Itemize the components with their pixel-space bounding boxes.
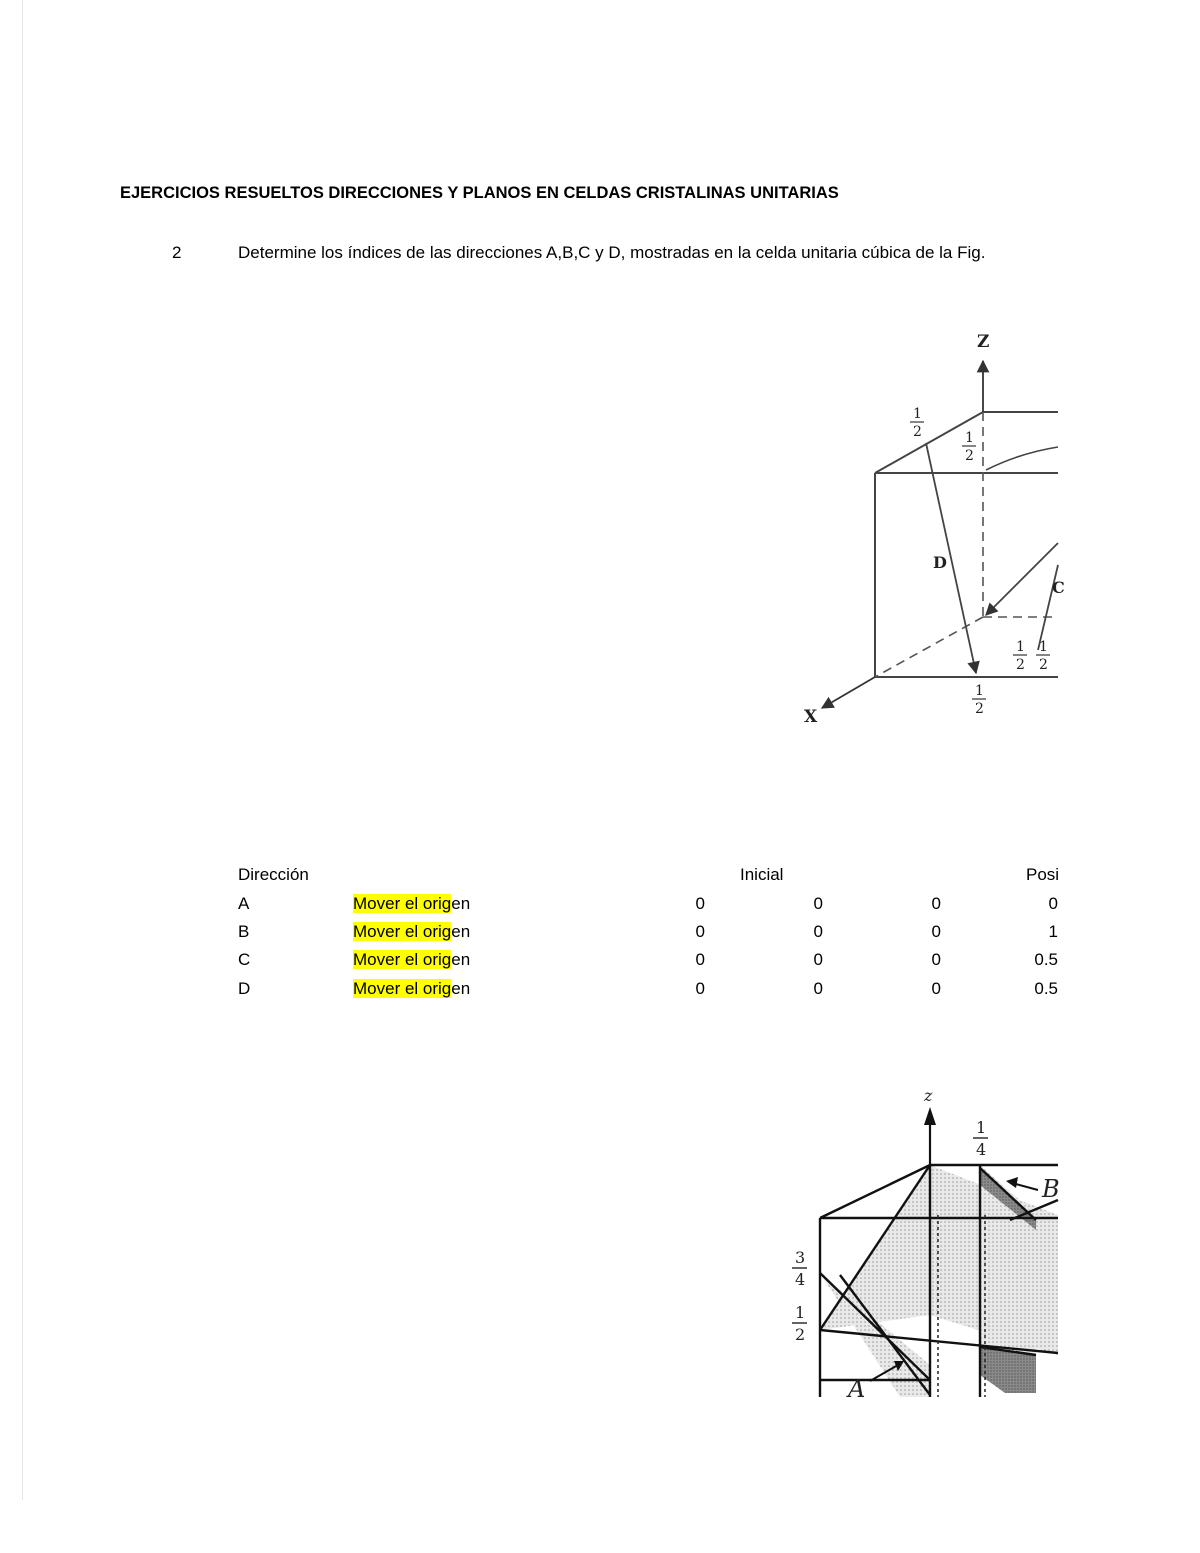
- direction-curve-top: [986, 447, 1058, 470]
- row-move-origin-rest: en: [451, 894, 471, 913]
- x-axis-label: X: [804, 707, 818, 727]
- svg-text:1: 1: [965, 430, 974, 446]
- row-move-origin: [353, 950, 470, 970]
- fraction-top-left: [910, 406, 924, 440]
- initial-x: 0: [695, 950, 705, 969]
- row-move-origin-rest: en: [451, 979, 471, 998]
- svg-text:3: 3: [795, 1248, 806, 1267]
- z-axis-label: Z: [977, 332, 990, 352]
- initial-z: 0: [931, 950, 941, 969]
- plane-b-label: B: [1042, 1175, 1060, 1203]
- plane-b-pointer-head: [1006, 1177, 1018, 1188]
- fraction-bottom-center: [972, 683, 986, 717]
- row-move-origin-rest: en: [451, 950, 471, 969]
- fraction-quarter-top: [973, 1118, 988, 1159]
- fraction-three-quarters: [792, 1248, 807, 1289]
- direction-d-label: D: [933, 553, 947, 572]
- position-x: 0.5: [1034, 979, 1058, 998]
- position-x: 1: [1048, 922, 1058, 941]
- position-x: 0.5: [1034, 950, 1058, 969]
- x-axis: [822, 677, 875, 708]
- row-move-origin: [353, 979, 470, 999]
- svg-text:1: 1: [975, 683, 984, 699]
- highlighted-text: Mover el orig: [353, 950, 452, 969]
- svg-text:4: 4: [795, 1270, 806, 1289]
- svg-text:1: 1: [795, 1303, 806, 1322]
- initial-x: 0: [695, 894, 705, 913]
- svg-text:2: 2: [1016, 657, 1025, 673]
- initial-y: 0: [813, 922, 823, 941]
- fraction-top-center: [962, 430, 976, 464]
- row-move-origin-rest: en: [451, 922, 471, 941]
- z-axis-label: z: [924, 1086, 933, 1105]
- row-direction: A: [238, 894, 250, 913]
- svg-text:2: 2: [913, 424, 922, 440]
- initial-y: 0: [813, 894, 823, 913]
- row-direction: B: [238, 922, 250, 941]
- fraction-half: [792, 1303, 807, 1344]
- question-text: Determine los índices de las direcciones A,B,C y D, mostradas en la celda unitaria cúbica de la Fig.: [238, 243, 986, 262]
- header-position: Posi: [1026, 865, 1060, 884]
- svg-text:2: 2: [1039, 657, 1048, 673]
- document-title: EJERCICIOS RESUELTOS DIRECCIONES Y PLANOS EN CELDAS CRISTALINAS UNITARIAS: [120, 184, 839, 202]
- figure-unit-cell-directions: [790, 325, 1065, 735]
- header-direction: Dirección: [238, 865, 309, 884]
- initial-z: 0: [931, 894, 941, 913]
- fraction-bottom-left: [1013, 639, 1027, 673]
- row-move-origin: [353, 922, 470, 942]
- initial-x: 0: [695, 922, 705, 941]
- fraction-bottom-right: [1036, 639, 1050, 673]
- svg-text:1: 1: [1016, 639, 1025, 655]
- question-number: 2: [172, 243, 182, 262]
- direction-c-label: C: [1052, 578, 1065, 597]
- svg-text:1: 1: [1039, 639, 1048, 655]
- svg-text:4: 4: [976, 1140, 987, 1159]
- row-direction: D: [238, 979, 251, 998]
- initial-y: 0: [813, 979, 823, 998]
- svg-text:1: 1: [913, 406, 922, 422]
- svg-text:2: 2: [965, 448, 974, 464]
- plane-a-label: A: [848, 1375, 866, 1403]
- initial-z: 0: [931, 979, 941, 998]
- initial-x: 0: [695, 979, 705, 998]
- svg-text:1: 1: [976, 1118, 987, 1137]
- svg-text:2: 2: [795, 1325, 806, 1344]
- direction-arrow-to-origin: [986, 543, 1058, 615]
- page-edge: [22, 0, 23, 1500]
- highlighted-text: Mover el orig: [353, 922, 452, 941]
- initial-y: 0: [813, 950, 823, 969]
- header-initial: Inicial: [740, 865, 784, 884]
- position-x: 0: [1048, 894, 1058, 913]
- row-direction: C: [238, 950, 251, 969]
- highlighted-text: Mover el orig: [353, 894, 452, 913]
- figure-unit-cell-planes: [780, 1085, 1060, 1403]
- initial-z: 0: [931, 922, 941, 941]
- highlighted-text: Mover el orig: [353, 979, 452, 998]
- svg-text:2: 2: [975, 701, 984, 717]
- z-axis-arrowhead: [924, 1107, 936, 1125]
- row-move-origin: [353, 894, 470, 914]
